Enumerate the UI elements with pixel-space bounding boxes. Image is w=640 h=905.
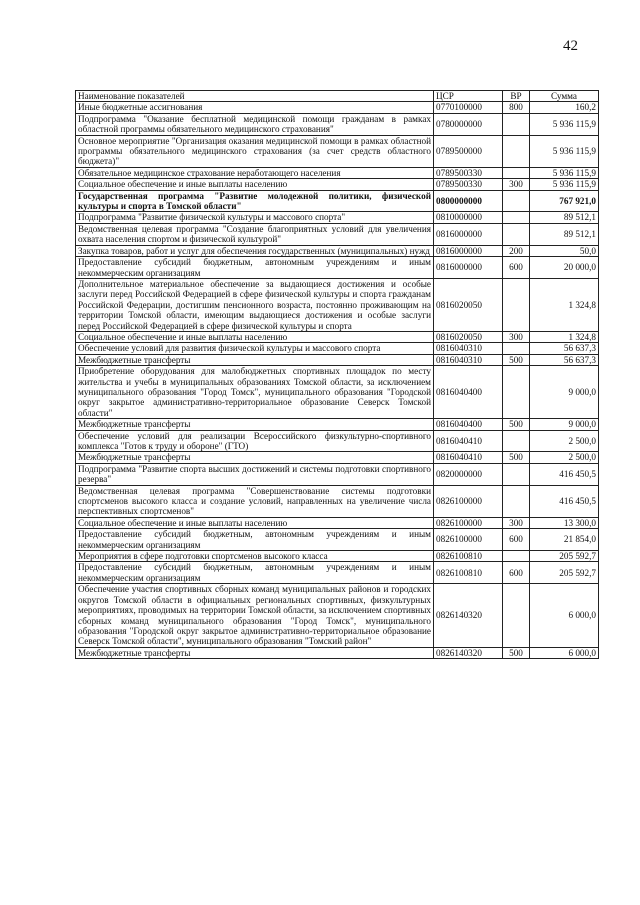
cell-csr: 0810000000 bbox=[434, 212, 503, 223]
cell-name: Дополнительное материальное обеспечение за выдающиеся достижения и особые заслуги перед Российской Федерацией в сфере физической культуры и спорта гражданам Российской Федерации, достигшим пенсионного возраста, постоянно проживающим на территории Томской области, имеющим выдающиеся достижения и особые заслуги перед Российской Федерацией в сфере физической культуры и спорта bbox=[76, 278, 434, 331]
table-row bbox=[76, 647, 599, 658]
cell-vr: 300 bbox=[503, 331, 530, 342]
table-row bbox=[76, 113, 599, 135]
cell-sum: 5 936 115,9 bbox=[530, 167, 599, 178]
cell-csr: 0816040310 bbox=[434, 343, 503, 354]
table-row bbox=[76, 584, 599, 647]
cell-name: Обеспечение условий для развития физической культуры и массового спорта bbox=[76, 343, 434, 354]
cell-vr: 300 bbox=[503, 179, 530, 190]
cell-sum: 1 324,8 bbox=[530, 331, 599, 342]
cell-csr: 0826100810 bbox=[434, 551, 503, 562]
cell-vr bbox=[503, 212, 530, 223]
header-sum: Сумма bbox=[530, 91, 599, 102]
header-name: Наименование показателей bbox=[76, 91, 434, 102]
cell-sum: 13 300,0 bbox=[530, 517, 599, 528]
cell-sum: 56 637,3 bbox=[530, 343, 599, 354]
cell-csr: 0816000000 bbox=[434, 257, 503, 279]
cell-vr: 500 bbox=[503, 452, 530, 463]
cell-name: Приобретение оборудования для малобюджетных спортивных площадок по месту жительства и учебы в муниципальных образованиях Томской области, за исключением муниципального образования "Город Томск", муниципального образования "Городской округ закрытое административно-территориальное образование Северск Томской области" bbox=[76, 366, 434, 419]
cell-csr: 0789500000 bbox=[434, 135, 503, 167]
cell-sum: 20 000,0 bbox=[530, 257, 599, 279]
cell-csr: 0816000000 bbox=[434, 245, 503, 256]
header-vr: ВР bbox=[503, 91, 530, 102]
cell-sum: 50,0 bbox=[530, 245, 599, 256]
cell-vr bbox=[503, 278, 530, 331]
cell-name: Социальное обеспечение и иные выплаты населению bbox=[76, 179, 434, 190]
cell-name: Подпрограмма "Оказание бесплатной медицинской помощи гражданам в рамках областной программы обязательного медицинского страхования" bbox=[76, 113, 434, 135]
cell-sum: 89 512,1 bbox=[530, 212, 599, 223]
cell-name: Социальное обеспечение и иные выплаты населению bbox=[76, 517, 434, 528]
table-row bbox=[76, 278, 599, 331]
cell-sum: 9 000,0 bbox=[530, 419, 599, 430]
cell-csr: 0816040410 bbox=[434, 452, 503, 463]
cell-csr: 0770100000 bbox=[434, 102, 503, 113]
cell-vr bbox=[503, 366, 530, 419]
cell-csr: 0816040410 bbox=[434, 430, 503, 452]
table-row bbox=[76, 354, 599, 365]
budget-table bbox=[75, 90, 599, 659]
cell-vr bbox=[503, 343, 530, 354]
cell-name: Обязательное медицинское страхование неработающего населения bbox=[76, 167, 434, 178]
cell-sum: 21 854,0 bbox=[530, 529, 599, 551]
cell-sum: 9 000,0 bbox=[530, 366, 599, 419]
table-row bbox=[76, 102, 599, 113]
cell-name: Подпрограмма "Развитие спорта высших достижений и системы подготовки спортивного резерва" bbox=[76, 463, 434, 485]
cell-csr: 0816000000 bbox=[434, 223, 503, 245]
cell-vr: 500 bbox=[503, 354, 530, 365]
cell-name: Межбюджетные трансферты bbox=[76, 354, 434, 365]
cell-name: Предоставление субсидий бюджетным, автономным учреждениям и иным некоммерческим организациям bbox=[76, 257, 434, 279]
cell-csr: 0816040310 bbox=[434, 354, 503, 365]
table-row bbox=[76, 430, 599, 452]
cell-csr: 0789500330 bbox=[434, 167, 503, 178]
cell-sum: 416 450,5 bbox=[530, 485, 599, 517]
cell-sum: 6 000,0 bbox=[530, 647, 599, 658]
cell-sum: 205 592,7 bbox=[530, 562, 599, 584]
cell-sum: 2 500,0 bbox=[530, 430, 599, 452]
cell-vr: 600 bbox=[503, 257, 530, 279]
table-row bbox=[76, 517, 599, 528]
cell-sum: 6 000,0 bbox=[530, 584, 599, 647]
cell-csr: 0780000000 bbox=[434, 113, 503, 135]
cell-name: Предоставление субсидий бюджетным, автономным учреждениям и иным некоммерческим организациям bbox=[76, 562, 434, 584]
table-row bbox=[76, 190, 599, 212]
cell-csr: 0820000000 bbox=[434, 463, 503, 485]
table-row bbox=[76, 562, 599, 584]
cell-vr: 300 bbox=[503, 517, 530, 528]
cell-vr: 600 bbox=[503, 562, 530, 584]
cell-vr bbox=[503, 430, 530, 452]
cell-sum: 205 592,7 bbox=[530, 551, 599, 562]
cell-name: Государственная программа "Развитие молодежной политики, физической культуры и спорта в Томской области" bbox=[76, 190, 434, 212]
cell-sum: 5 936 115,9 bbox=[530, 113, 599, 135]
cell-sum: 416 450,5 bbox=[530, 463, 599, 485]
cell-name: Основное мероприятие "Организация оказания медицинской помощи в рамках областной программы обязательного медицинского страхования (за счет средств областного бюджета)" bbox=[76, 135, 434, 167]
cell-csr: 0800000000 bbox=[434, 190, 503, 212]
cell-name: Закупка товаров, работ и услуг для обеспечения государственных (муниципальных) нужд bbox=[76, 245, 434, 256]
cell-csr: 0826100000 bbox=[434, 517, 503, 528]
cell-sum: 767 921,0 bbox=[530, 190, 599, 212]
table-row bbox=[76, 485, 599, 517]
cell-csr: 0826140320 bbox=[434, 584, 503, 647]
cell-name: Мероприятия в сфере подготовки спортсменов высокого класса bbox=[76, 551, 434, 562]
cell-sum: 1 324,8 bbox=[530, 278, 599, 331]
cell-vr: 200 bbox=[503, 245, 530, 256]
cell-vr: 500 bbox=[503, 647, 530, 658]
cell-name: Межбюджетные трансферты bbox=[76, 419, 434, 430]
cell-csr: 0816020050 bbox=[434, 278, 503, 331]
table-header-row bbox=[76, 91, 599, 102]
page-number: 42 bbox=[563, 38, 578, 54]
header-csr: ЦСР bbox=[434, 91, 503, 102]
table-row bbox=[76, 179, 599, 190]
table-row bbox=[76, 551, 599, 562]
cell-vr bbox=[503, 485, 530, 517]
cell-sum: 2 500,0 bbox=[530, 452, 599, 463]
table-row bbox=[76, 257, 599, 279]
cell-vr bbox=[503, 223, 530, 245]
table-row bbox=[76, 212, 599, 223]
cell-csr: 0816040400 bbox=[434, 366, 503, 419]
cell-name: Обеспечение условий для реализации Всероссийского физкультурно-спортивного комплекса "Готов к труду и обороне" (ГТО) bbox=[76, 430, 434, 452]
cell-vr bbox=[503, 135, 530, 167]
cell-csr: 0826100000 bbox=[434, 529, 503, 551]
cell-sum: 5 936 115,9 bbox=[530, 179, 599, 190]
cell-name: Ведомственная целевая программа "Совершенствование системы подготовки спортсменов высокого класса и создание условий, направленных на увеличение числа перспективных спортсменов" bbox=[76, 485, 434, 517]
cell-sum: 5 936 115,9 bbox=[530, 135, 599, 167]
cell-vr bbox=[503, 167, 530, 178]
cell-name: Ведомственная целевая программа "Создание благоприятных условий для увеличения охвата населения спортом и физической культурой" bbox=[76, 223, 434, 245]
table-row bbox=[76, 463, 599, 485]
cell-csr: 0789500330 bbox=[434, 179, 503, 190]
cell-name: Социальное обеспечение и иные выплаты населению bbox=[76, 331, 434, 342]
cell-sum: 160,2 bbox=[530, 102, 599, 113]
cell-name: Подпрограмма "Развитие физической культуры и массового спорта" bbox=[76, 212, 434, 223]
cell-sum: 56 637,3 bbox=[530, 354, 599, 365]
table-row bbox=[76, 419, 599, 430]
table-row bbox=[76, 343, 599, 354]
table-row bbox=[76, 167, 599, 178]
cell-sum: 89 512,1 bbox=[530, 223, 599, 245]
cell-vr bbox=[503, 463, 530, 485]
table-row bbox=[76, 331, 599, 342]
cell-name: Межбюджетные трансферты bbox=[76, 647, 434, 658]
table-row bbox=[76, 529, 599, 551]
cell-name: Межбюджетные трансферты bbox=[76, 452, 434, 463]
table-row bbox=[76, 223, 599, 245]
table-row bbox=[76, 245, 599, 256]
cell-csr: 0816040400 bbox=[434, 419, 503, 430]
cell-csr: 0826140320 bbox=[434, 647, 503, 658]
cell-name: Обеспечение участия спортивных сборных команд муниципальных районов и городских округов Томской области в официальных региональных спортивных, физкультурных мероприятиях, проводимых на территории Томской области, за исключением спортивных сборных команд муниципального образования "Город Томск", муниципального образования "Городской округ закрытое административно-территориальное образование Северск Томской области", муниципального образования "Томский район" bbox=[76, 584, 434, 647]
cell-vr bbox=[503, 551, 530, 562]
cell-vr: 800 bbox=[503, 102, 530, 113]
cell-csr: 0816020050 bbox=[434, 331, 503, 342]
cell-vr bbox=[503, 584, 530, 647]
cell-name: Иные бюджетные ассигнования bbox=[76, 102, 434, 113]
cell-vr bbox=[503, 190, 530, 212]
table-row bbox=[76, 135, 599, 167]
table-row bbox=[76, 452, 599, 463]
cell-vr: 600 bbox=[503, 529, 530, 551]
cell-name: Предоставление субсидий бюджетным, автономным учреждениям и иным некоммерческим организациям bbox=[76, 529, 434, 551]
cell-vr bbox=[503, 113, 530, 135]
table-row bbox=[76, 366, 599, 419]
cell-csr: 0826100810 bbox=[434, 562, 503, 584]
cell-vr: 500 bbox=[503, 419, 530, 430]
cell-csr: 0826100000 bbox=[434, 485, 503, 517]
